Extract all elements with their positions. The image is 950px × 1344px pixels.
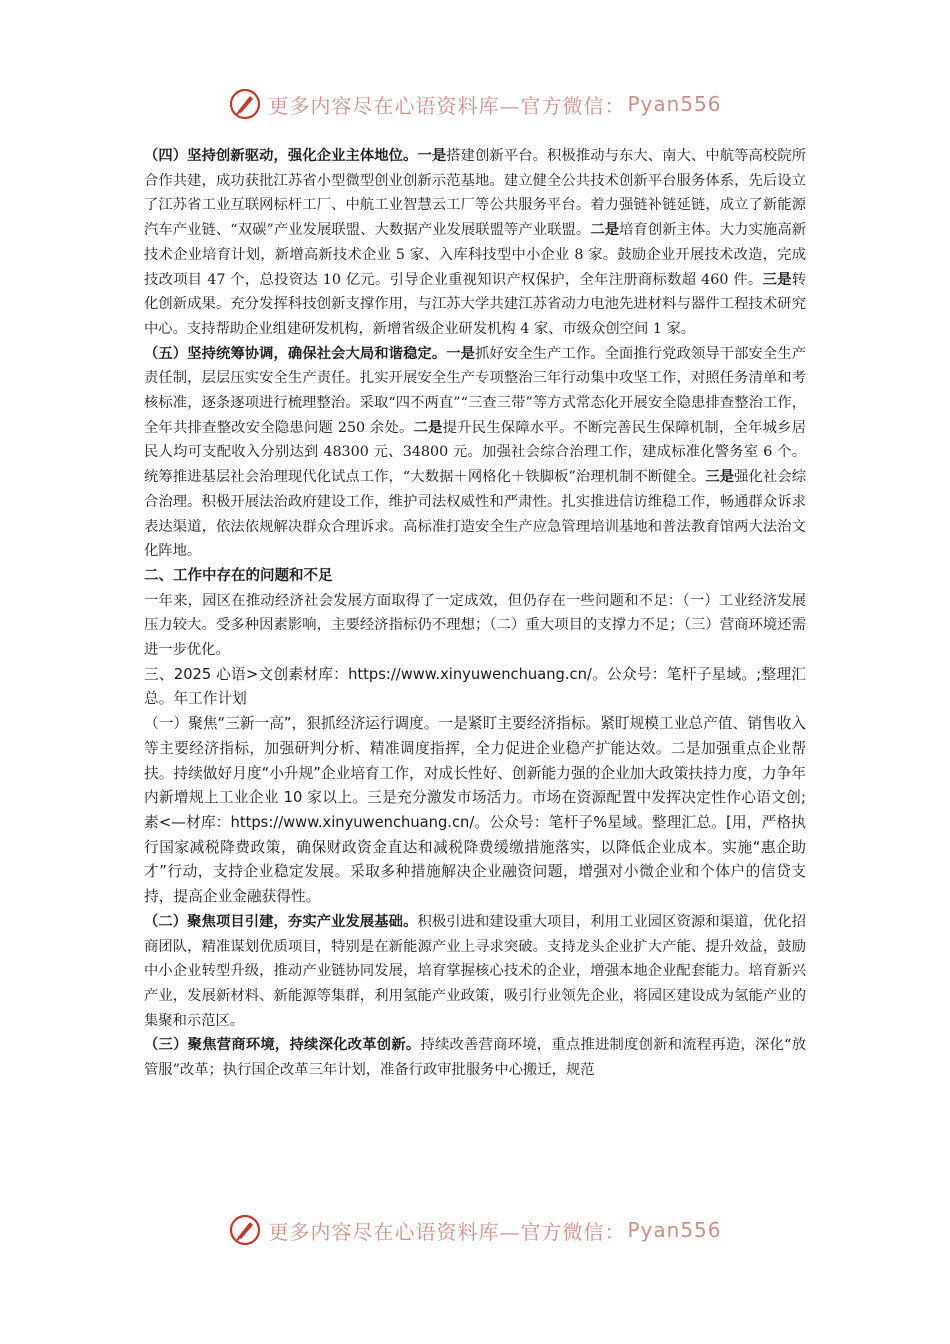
brand-logo-icon: [228, 87, 262, 121]
section-4-text-1: 搭建创新平台。积极推动与东大、南大、中航等高校院所合作共建，成功获批江苏省小型微型创业创新示范基地。建立健全公共技术创新平台服务体系，先后设立了江苏省工业互联网标杆工厂、中航工业智慧云工厂等公共服务平台。着力强链补链延链，成立了新能源汽车产业链、“双碳”产业发展联盟、大数据产业发展联盟等产业联盟。: [144, 148, 807, 239]
plan-2-text: 积极引进和建设重大项目，利用工业园区资源和渠道，优化招商团队，精准谋划优质项目，特别是在新能源产业上寻求突破。支持龙头企业扩大产能、提升效益，鼓励中小企业转型升级，推动产业链协同发展，培育掌握核心技术的企业，增强本地企业配套能力。培育新兴产业，发展新材料、新能源等集群，利用氢能产业政策，吸引行业领先企业，将园区建设成为氢能产业的集聚和示范区。: [144, 913, 807, 1029]
section-5-text-2: 提升民生保障水平。不断完善民生保障机制，全年城乡居民人均可支配收入分别达到 48300 元、34800 元。加强社会综合治理工作，建成标准化警务室 6 个。统筹推进基层社会治理现代化试点工作，“大数据＋网格化＋铁脚板”治理机制不断健全。: [144, 419, 806, 486]
section-4-paragraph: [144, 144, 806, 342]
footer-banner: [0, 1208, 950, 1252]
section-4-text-3: 转化创新成果。充分发挥科技创新支撑作用，与江苏大学共建江苏省动力电池先进材料与器件工程技术研究中心。支持帮助企业组建研发机构，新增省级企业研发机构 4 家、市级众创空间 1 家。: [144, 271, 807, 337]
marker-2: 二是: [590, 222, 620, 239]
section-5-paragraph: [144, 342, 806, 564]
banner-handle: Pyan556: [627, 92, 722, 116]
marker-1: 一是: [446, 345, 476, 362]
section-5-text-3: 强化社会综合治理。积极开展法治政府建设工作，维护司法权威性和严肃性。扎实推进信访维稳工作，畅通群众诉求表达渠道，依法依规解决群众合理诉求。高标准打造安全生产应急管理培训基地和普法教育馆两大法治文化阵地。: [144, 469, 807, 560]
brand-logo-icon: [228, 1213, 262, 1247]
marker-3: 三是: [762, 271, 792, 288]
plan-heading: 三、2025 心语>文创素材库：https://www.xinyuwenchuang.cn/。公众号：笔杆子星域。;整理汇总。年工作计划: [144, 665, 806, 708]
marker-2: 二是: [413, 419, 443, 436]
plan-3-lead: （三）聚焦营商环境，持续深化改革创新。: [144, 1037, 421, 1054]
banner-handle: Pyan556: [627, 1218, 722, 1242]
section-4-text-2: 培育创新主体。大力实施高新技术企业培育计划，新增高新技术企业 5 家、入库科技型中小企业 8 家。鼓励企业开展技术改造，完成技改项目 47 个，总投资达 10 亿元。引导企业重视知识产权保护，全年注册商标数超 460 件。: [144, 222, 807, 288]
problems-heading: 二、工作中存在的问题和不足: [144, 567, 333, 584]
section-4-lead: （四）坚持创新驱动，强化企业主体地位。: [144, 148, 418, 164]
plan-paragraph-1: （一）聚焦“三新一高”，狠抓经济运行调度。一是紧盯主要经济指标。紧盯规模工业总产值、销售收入等主要经济指标，加强研判分析、精准调度指挥，全力促进企业稳产扩能达效。二是加强重点企业帮扶。持续做好月度“小升规”企业培育工作，对成长性好、创新能力强的企业加大政策扶持力度，力争年内新增规上工业企业 10 家以上。三是充分激发市场活力。市场在资源配置中发挥决定性作心语文创;素<—材库：https://www.xinyuwenchuang.cn/。公众号：笔杆子%星域。整理汇总。[用，严格执行国家减税降费政策，确保财政资金直达和减税降费缓缴措施落实，以降低企业成本。实施“惠企助才”行动，支持企业稳定发展。采取多种措施解决企业融资问题，增强对小微企业和个体户的信贷支持，提高企业金融获得性。: [144, 715, 806, 906]
section-5-text-1: 抓好安全生产工作。全面推行党政领导干部安全生产责任制，层层压实安全生产责任。扎实开展安全生产专项整治三年行动集中攻坚工作，对照任务清单和考核标准，逐条逐项进行梳理整治。采取“四不两直”“三查三带”等方式常态化开展安全隐患排查整治工作，全年共排查整改安全隐患问题 250 余处。: [144, 345, 807, 436]
document-body: [144, 144, 806, 1083]
problems-paragraph: 一年来，园区在推动经济社会发展方面取得了一定成效，但仍存在一些问题和不足：（一）工业经济发展压力较大。受多种因素影响，主要经济指标仍不理想；（二）重大项目的支撑力不足；（三）营商环境还需进一步优化。: [144, 592, 806, 659]
banner-text: 更多内容尽在心语资料库—官方微信：: [268, 1219, 626, 1244]
plan-2-lead: （二）聚焦项目引建，夯实产业发展基础。: [144, 913, 418, 930]
marker-1: 一是: [417, 148, 447, 164]
plan-paragraph-3: [144, 1033, 806, 1082]
banner-text: 更多内容尽在心语资料库—官方微信：: [268, 93, 626, 118]
marker-3: 三是: [705, 469, 735, 486]
section-5-lead: （五）坚持统筹协调，确保社会大局和谐稳定。: [144, 345, 447, 362]
header-banner: [0, 82, 950, 126]
plan-3-text: 持续改善营商环境，重点推进制度创新和流程再造，深化“放管服”改革；执行国企改革三年计划，准备行政审批服务中心搬迁，规范: [144, 1037, 806, 1079]
plan-paragraph-2: [144, 910, 806, 1034]
